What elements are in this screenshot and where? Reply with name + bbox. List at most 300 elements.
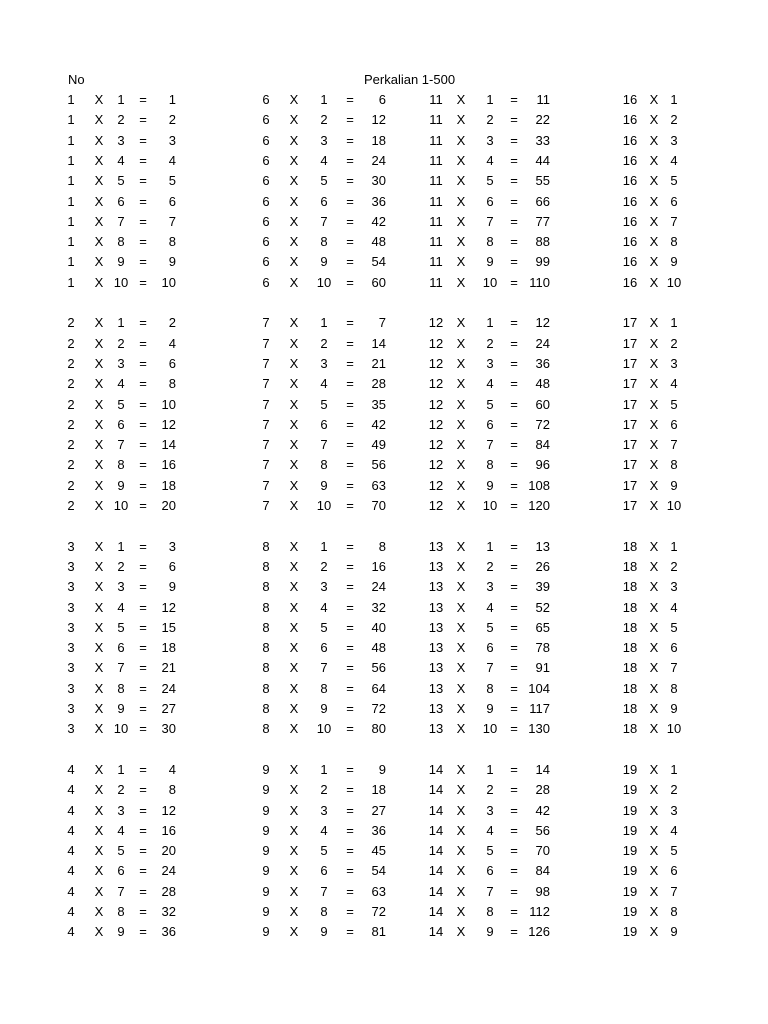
product-cell: 45: [371, 843, 386, 859]
multiplicand-cell: 7: [262, 498, 270, 513]
times-sign: X: [94, 274, 104, 290]
product-cell: 84: [535, 437, 550, 453]
times-sign: X: [94, 355, 104, 371]
multiplicand-cell: 14: [428, 883, 444, 899]
times-sign: X: [649, 680, 659, 696]
multiplier-cell: 2: [117, 112, 125, 128]
times-sign: X: [289, 173, 299, 189]
multiplicand-cell: 12: [428, 335, 444, 351]
times-sign: X: [94, 680, 104, 696]
multiplier-cell: 1: [486, 315, 494, 331]
times-sign: X: [649, 579, 659, 595]
multiplicand-cell: 3: [67, 721, 75, 737]
multiplicand-cell: 9: [262, 924, 270, 940]
product-cell: 28: [161, 883, 176, 899]
multiplicand-cell: 1: [67, 234, 75, 250]
times-sign: X: [649, 924, 659, 940]
multiplicand-cell: 14: [428, 863, 444, 879]
times-sign: X: [94, 802, 104, 818]
multiplier-cell: 5: [320, 619, 328, 635]
multiplicand-cell: 14: [428, 924, 444, 940]
times-sign: X: [289, 640, 299, 656]
multiplier-cell: 10: [666, 498, 682, 513]
multiplier-cell: 5: [320, 396, 328, 412]
times-sign: X: [289, 498, 299, 513]
multiplier-cell: 4: [670, 152, 678, 168]
multiplicand-cell: 14: [428, 843, 444, 859]
multiplicand-cell: 6: [262, 132, 270, 148]
equals-sign: =: [139, 355, 147, 371]
multiplicand-cell: 13: [428, 721, 444, 737]
multiplier-cell: 9: [320, 477, 328, 493]
product-cell: 14: [161, 437, 176, 453]
multiplier-cell: 1: [117, 538, 125, 554]
product-cell: 36: [535, 355, 550, 371]
times-sign: X: [456, 782, 466, 798]
multiplicand-cell: 8: [262, 599, 270, 615]
product-cell: 27: [161, 701, 176, 716]
equals-sign: =: [139, 640, 147, 656]
multiplier-cell: 2: [320, 112, 328, 128]
times-sign: X: [649, 599, 659, 615]
multiplier-cell: 4: [117, 152, 125, 168]
product-cell: 63: [371, 477, 386, 493]
product-cell: 21: [161, 660, 176, 676]
multiplicand-cell: 18: [622, 599, 638, 615]
multiplicand-cell: 3: [67, 680, 75, 696]
product-cell: 36: [161, 924, 176, 940]
multiplier-cell: 2: [320, 558, 328, 574]
multiplicand-cell: 11: [429, 132, 443, 148]
multiplicand-cell: 7: [262, 396, 270, 412]
multiplier-cell: 6: [320, 416, 328, 432]
times-sign: X: [456, 558, 466, 574]
product-cell: 44: [535, 152, 550, 168]
multiplicand-cell: 4: [67, 782, 75, 798]
times-sign: X: [94, 213, 104, 229]
multiplicand-cell: 13: [428, 619, 444, 635]
times-sign: X: [649, 234, 659, 250]
times-sign: X: [289, 721, 299, 737]
equals-sign: =: [139, 457, 147, 473]
equals-sign: =: [346, 802, 354, 818]
product-cell: 11: [536, 92, 550, 107]
equals-sign: =: [139, 579, 147, 595]
multiplicand-cell: 14: [428, 822, 444, 838]
equals-sign: =: [139, 619, 147, 635]
equals-sign: =: [139, 599, 147, 615]
multiplicand-cell: 6: [262, 173, 270, 189]
multiplicand-cell: 17: [622, 498, 638, 513]
multiplier-cell: 6: [320, 640, 328, 656]
multiplicand-cell: 13: [428, 558, 444, 574]
times-sign: X: [94, 477, 104, 493]
equals-sign: =: [346, 883, 354, 899]
multiplicand-cell: 19: [622, 924, 638, 940]
multiplier-cell: 9: [486, 701, 494, 716]
equals-sign: =: [510, 640, 518, 656]
multiplier-cell: 7: [670, 883, 678, 899]
times-sign: X: [649, 396, 659, 412]
times-sign: X: [649, 721, 659, 737]
product-cell: 2: [168, 315, 176, 331]
equals-sign: =: [510, 782, 518, 798]
multiplicand-cell: 9: [262, 904, 270, 919]
multiplicand-cell: 13: [428, 680, 444, 696]
times-sign: X: [289, 782, 299, 798]
multiplier-cell: 4: [117, 599, 125, 615]
multiplicand-cell: 18: [622, 640, 638, 656]
equals-sign: =: [510, 498, 518, 513]
equals-sign: =: [346, 234, 354, 250]
multiplicand-cell: 11: [429, 112, 443, 128]
equals-sign: =: [510, 254, 518, 270]
multiplicand-cell: 18: [622, 721, 638, 737]
times-sign: X: [649, 802, 659, 818]
multiplicand-cell: 6: [262, 152, 270, 168]
product-cell: 30: [371, 173, 386, 189]
multiplier-cell: 2: [486, 782, 494, 798]
times-sign: X: [94, 193, 104, 209]
equals-sign: =: [346, 680, 354, 696]
multiplicand-cell: 13: [428, 701, 444, 716]
product-cell: 96: [535, 457, 550, 473]
multiplier-cell: 5: [670, 843, 678, 859]
product-cell: 72: [535, 416, 550, 432]
times-sign: X: [456, 213, 466, 229]
multiplicand-cell: 19: [622, 782, 638, 798]
multiplicand-cell: 19: [622, 904, 638, 919]
multiplicand-cell: 18: [622, 579, 638, 595]
multiplier-cell: 6: [486, 416, 494, 432]
equals-sign: =: [346, 376, 354, 392]
multiplier-cell: 5: [670, 619, 678, 635]
equals-sign: =: [139, 680, 147, 696]
multiplicand-cell: 13: [428, 660, 444, 676]
multiplier-cell: 10: [316, 498, 332, 513]
times-sign: X: [649, 112, 659, 128]
multiplicand-cell: 19: [622, 822, 638, 838]
multiplier-cell: 7: [486, 660, 494, 676]
multiplier-cell: 3: [670, 355, 678, 371]
equals-sign: =: [139, 721, 147, 737]
multiplicand-cell: 7: [262, 437, 270, 453]
equals-sign: =: [139, 924, 147, 940]
times-sign: X: [94, 579, 104, 595]
times-sign: X: [289, 335, 299, 351]
equals-sign: =: [139, 315, 147, 331]
multiplier-cell: 4: [320, 376, 328, 392]
times-sign: X: [94, 152, 104, 168]
multiplier-cell: 3: [320, 802, 328, 818]
no-column-label: No: [68, 72, 85, 87]
multiplier-cell: 2: [486, 112, 494, 128]
multiplier-cell: 8: [486, 457, 494, 473]
multiplicand-cell: 11: [429, 173, 443, 189]
equals-sign: =: [139, 193, 147, 209]
times-sign: X: [649, 457, 659, 473]
equals-sign: =: [510, 132, 518, 148]
product-cell: 65: [535, 619, 550, 635]
multiplier-cell: 7: [486, 883, 494, 899]
times-sign: X: [289, 558, 299, 574]
times-sign: X: [649, 904, 659, 919]
multiplicand-cell: 4: [67, 802, 75, 818]
times-sign: X: [289, 396, 299, 412]
equals-sign: =: [510, 92, 518, 107]
multiplier-cell: 4: [670, 822, 678, 838]
multiplier-cell: 8: [320, 234, 328, 250]
multiplicand-cell: 2: [67, 355, 75, 371]
times-sign: X: [94, 335, 104, 351]
product-cell: 8: [168, 376, 176, 392]
equals-sign: =: [346, 152, 354, 168]
product-cell: 18: [371, 132, 386, 148]
times-sign: X: [289, 660, 299, 676]
multiplier-cell: 4: [486, 376, 494, 392]
multiplier-cell: 7: [486, 437, 494, 453]
times-sign: X: [94, 640, 104, 656]
times-sign: X: [649, 761, 659, 777]
multiplier-cell: 6: [486, 863, 494, 879]
multiplier-cell: 9: [320, 254, 328, 270]
multiplicand-cell: 8: [262, 619, 270, 635]
multiplicand-cell: 16: [622, 213, 638, 229]
multiplier-cell: 1: [117, 92, 125, 107]
times-sign: X: [456, 843, 466, 859]
equals-sign: =: [346, 193, 354, 209]
product-cell: 18: [161, 477, 176, 493]
equals-sign: =: [346, 396, 354, 412]
equals-sign: =: [346, 538, 354, 554]
times-sign: X: [289, 234, 299, 250]
product-cell: 6: [378, 92, 386, 107]
times-sign: X: [456, 701, 466, 716]
multiplicand-cell: 11: [429, 213, 443, 229]
multiplicand-cell: 9: [262, 843, 270, 859]
product-cell: 12: [161, 416, 176, 432]
multiplier-cell: 9: [117, 477, 125, 493]
product-cell: 18: [161, 640, 176, 656]
multiplicand-cell: 18: [622, 680, 638, 696]
product-cell: 104: [528, 680, 550, 696]
product-cell: 108: [528, 477, 550, 493]
multiplicand-cell: 1: [67, 193, 75, 209]
multiplier-cell: 9: [486, 924, 494, 940]
multiplier-cell: 8: [670, 457, 678, 473]
times-sign: X: [289, 701, 299, 716]
multiplier-cell: 2: [320, 335, 328, 351]
multiplier-cell: 9: [320, 701, 328, 716]
multiplicand-cell: 8: [262, 579, 270, 595]
multiplier-cell: 2: [486, 558, 494, 574]
times-sign: X: [456, 680, 466, 696]
times-sign: X: [289, 376, 299, 392]
equals-sign: =: [510, 599, 518, 615]
product-cell: 56: [371, 457, 386, 473]
times-sign: X: [649, 376, 659, 392]
times-sign: X: [456, 883, 466, 899]
multiplier-cell: 8: [320, 680, 328, 696]
times-sign: X: [456, 457, 466, 473]
multiplicand-cell: 8: [262, 558, 270, 574]
multiplicand-cell: 6: [262, 254, 270, 270]
equals-sign: =: [346, 782, 354, 798]
equals-sign: =: [139, 558, 147, 574]
product-cell: 10: [161, 396, 176, 412]
multiplier-cell: 2: [117, 558, 125, 574]
equals-sign: =: [139, 843, 147, 859]
multiplier-cell: 5: [486, 619, 494, 635]
product-cell: 10: [161, 274, 176, 290]
product-cell: 3: [168, 538, 176, 554]
product-cell: 4: [168, 152, 176, 168]
multiplier-cell: 8: [486, 904, 494, 919]
multiplier-cell: 5: [320, 843, 328, 859]
multiplier-cell: 6: [117, 193, 125, 209]
equals-sign: =: [346, 863, 354, 879]
times-sign: X: [289, 579, 299, 595]
equals-sign: =: [510, 558, 518, 574]
product-cell: 20: [161, 498, 176, 513]
multiplicand-cell: 12: [428, 437, 444, 453]
times-sign: X: [289, 112, 299, 128]
product-cell: 60: [371, 274, 386, 290]
times-sign: X: [94, 883, 104, 899]
equals-sign: =: [510, 355, 518, 371]
multiplier-cell: 8: [320, 904, 328, 919]
multiplier-cell: 5: [117, 173, 125, 189]
product-cell: 63: [371, 883, 386, 899]
equals-sign: =: [139, 883, 147, 899]
multiplier-cell: 1: [117, 315, 125, 331]
multiplicand-cell: 12: [428, 315, 444, 331]
multiplicand-cell: 12: [428, 355, 444, 371]
multiplier-cell: 7: [670, 213, 678, 229]
times-sign: X: [456, 396, 466, 412]
multiplier-cell: 10: [482, 498, 498, 513]
times-sign: X: [289, 274, 299, 290]
equals-sign: =: [510, 173, 518, 189]
multiplicand-cell: 9: [262, 802, 270, 818]
times-sign: X: [289, 538, 299, 554]
multiplier-cell: 6: [486, 193, 494, 209]
multiplier-cell: 10: [113, 498, 129, 513]
product-cell: 99: [535, 254, 550, 270]
times-sign: X: [289, 883, 299, 899]
multiplier-cell: 8: [117, 680, 125, 696]
equals-sign: =: [346, 112, 354, 128]
multiplicand-cell: 2: [67, 477, 75, 493]
multiplicand-cell: 13: [428, 579, 444, 595]
product-cell: 48: [371, 234, 386, 250]
multiplier-cell: 3: [670, 802, 678, 818]
equals-sign: =: [510, 579, 518, 595]
times-sign: X: [649, 274, 659, 290]
equals-sign: =: [346, 640, 354, 656]
equals-sign: =: [510, 721, 518, 737]
times-sign: X: [649, 355, 659, 371]
multiplier-cell: 2: [670, 558, 678, 574]
multiplicand-cell: 1: [67, 132, 75, 148]
multiplicand-cell: 2: [67, 376, 75, 392]
product-cell: 80: [371, 721, 386, 737]
multiplier-cell: 2: [670, 782, 678, 798]
multiplier-cell: 10: [482, 274, 498, 290]
multiplicand-cell: 18: [622, 558, 638, 574]
equals-sign: =: [346, 355, 354, 371]
times-sign: X: [94, 558, 104, 574]
multiplier-cell: 5: [670, 396, 678, 412]
product-cell: 16: [161, 457, 176, 473]
times-sign: X: [649, 558, 659, 574]
multiplier-cell: 8: [320, 457, 328, 473]
times-sign: X: [289, 152, 299, 168]
times-sign: X: [649, 782, 659, 798]
multiplicand-cell: 3: [67, 619, 75, 635]
times-sign: X: [649, 863, 659, 879]
multiplier-cell: 8: [117, 457, 125, 473]
times-sign: X: [94, 234, 104, 250]
times-sign: X: [456, 315, 466, 331]
equals-sign: =: [139, 396, 147, 412]
times-sign: X: [649, 152, 659, 168]
equals-sign: =: [510, 213, 518, 229]
equals-sign: =: [510, 802, 518, 818]
multiplier-cell: 7: [320, 883, 328, 899]
equals-sign: =: [346, 660, 354, 676]
multiplicand-cell: 17: [622, 376, 638, 392]
times-sign: X: [649, 640, 659, 656]
equals-sign: =: [139, 152, 147, 168]
product-cell: 4: [168, 335, 176, 351]
multiplicand-cell: 1: [67, 274, 75, 290]
multiplier-cell: 3: [117, 355, 125, 371]
times-sign: X: [456, 173, 466, 189]
multiplier-cell: 8: [117, 904, 125, 919]
equals-sign: =: [346, 437, 354, 453]
times-sign: X: [456, 254, 466, 270]
multiplicand-cell: 16: [622, 193, 638, 209]
multiplicand-cell: 4: [67, 761, 75, 777]
times-sign: X: [289, 416, 299, 432]
equals-sign: =: [510, 396, 518, 412]
product-cell: 30: [161, 721, 176, 737]
times-sign: X: [94, 315, 104, 331]
multiplicand-cell: 7: [262, 477, 270, 493]
equals-sign: =: [346, 599, 354, 615]
product-cell: 98: [535, 883, 550, 899]
product-cell: 27: [371, 802, 386, 818]
product-cell: 70: [371, 498, 386, 513]
equals-sign: =: [510, 904, 518, 919]
equals-sign: =: [139, 802, 147, 818]
product-cell: 12: [535, 315, 550, 331]
product-cell: 32: [161, 904, 176, 919]
multiplier-cell: 3: [320, 132, 328, 148]
multiplicand-cell: 6: [262, 112, 270, 128]
multiplicand-cell: 9: [262, 863, 270, 879]
multiplier-cell: 4: [320, 599, 328, 615]
product-cell: 110: [529, 274, 550, 290]
multiplicand-cell: 4: [67, 924, 75, 940]
times-sign: X: [289, 254, 299, 270]
equals-sign: =: [346, 558, 354, 574]
times-sign: X: [94, 761, 104, 777]
multiplier-cell: 2: [670, 112, 678, 128]
multiplicand-cell: 14: [428, 802, 444, 818]
times-sign: X: [649, 619, 659, 635]
